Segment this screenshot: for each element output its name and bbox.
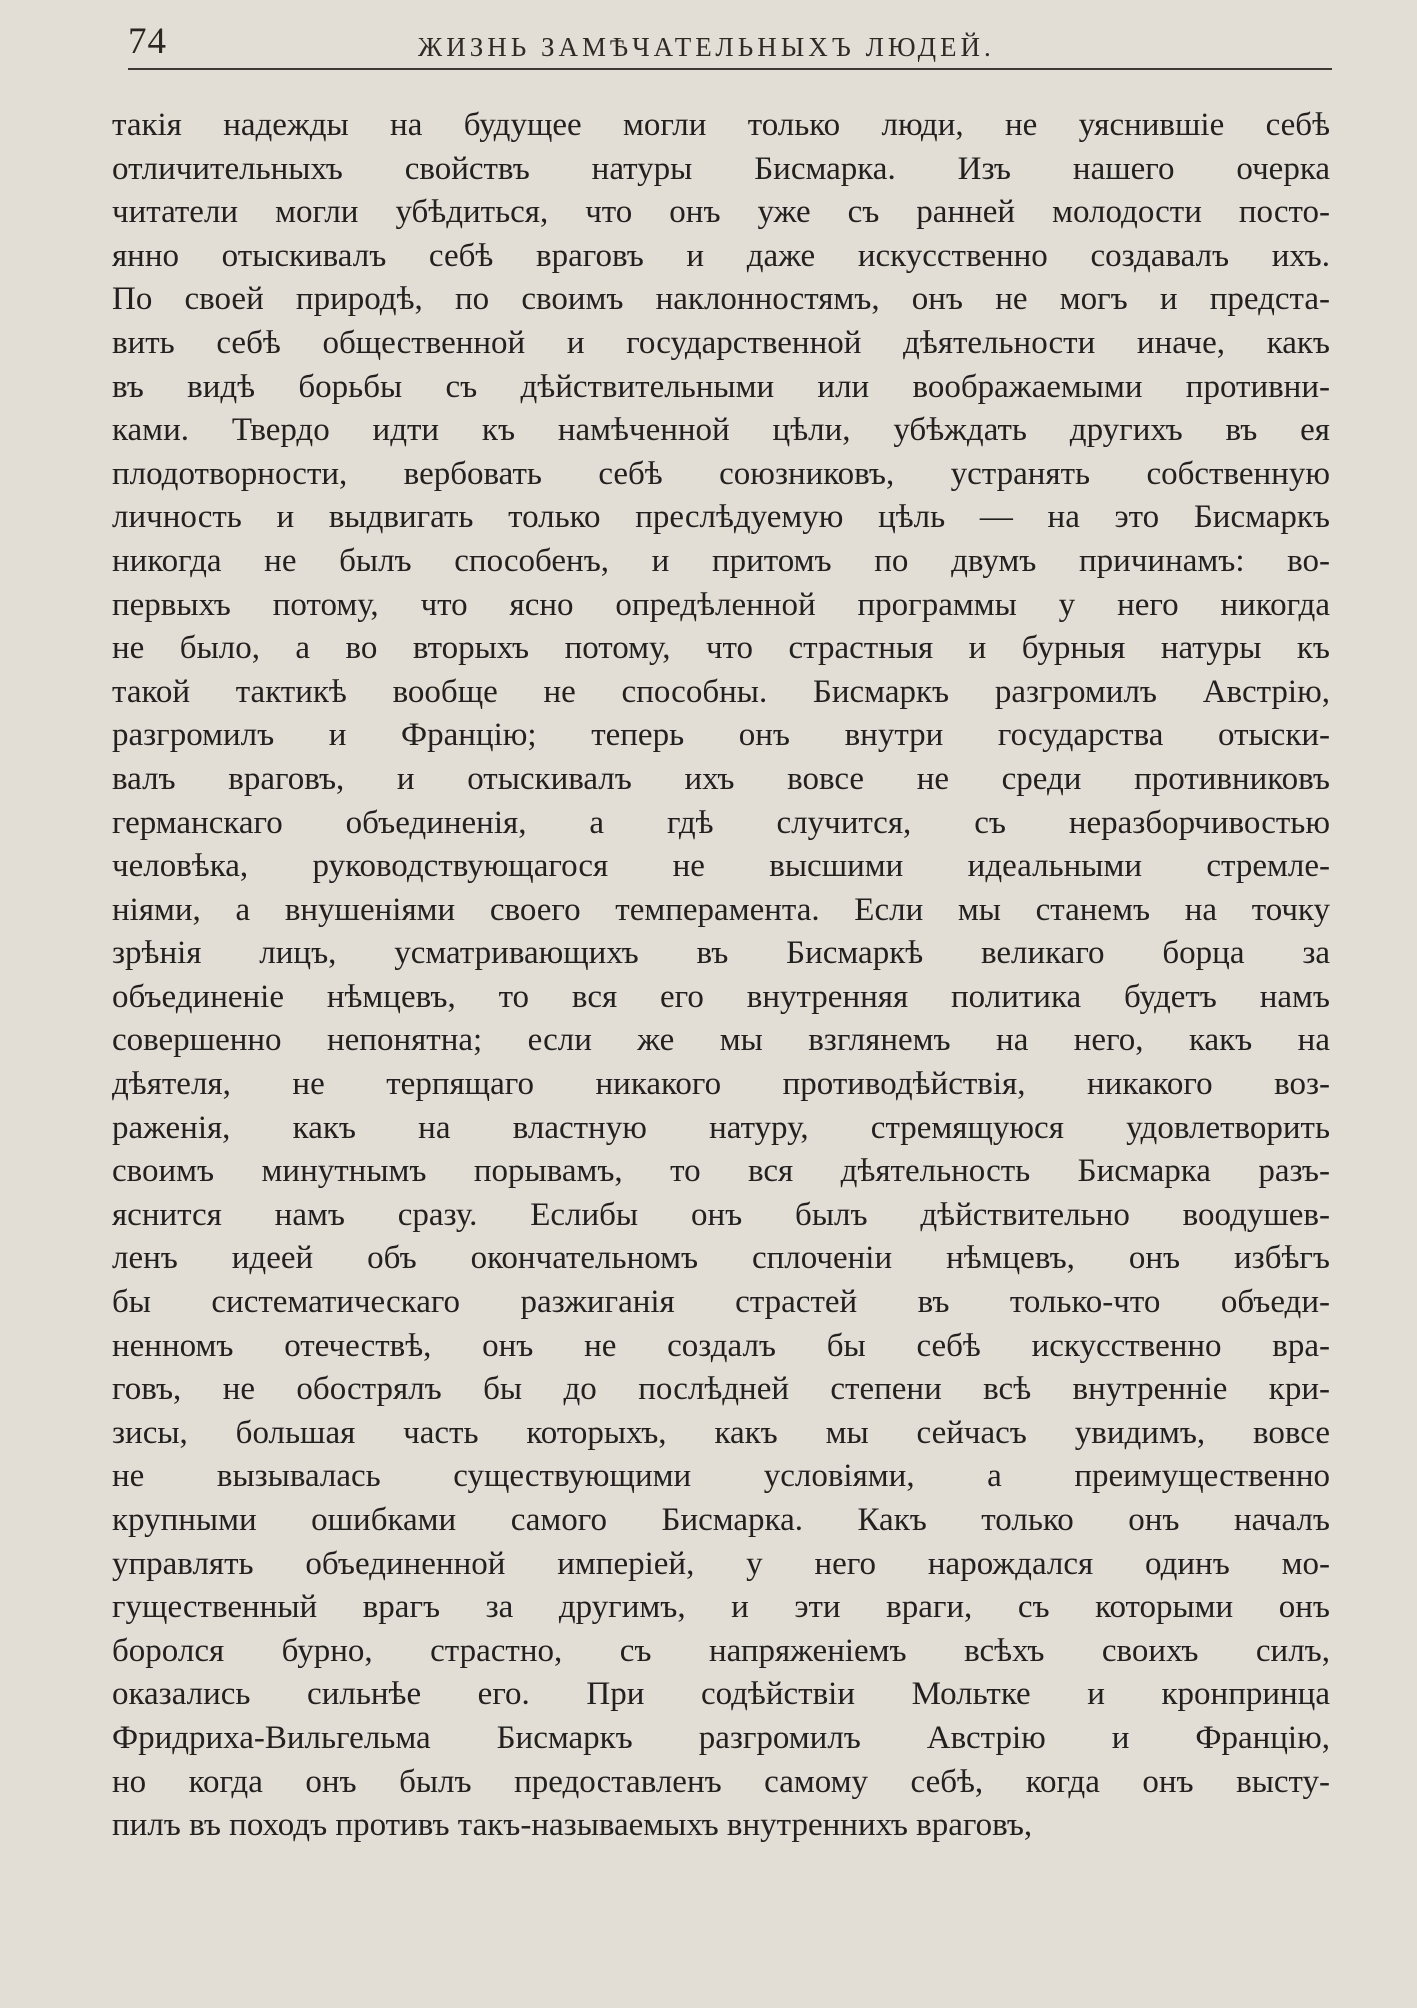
text-line: зисы, большая часть которыхъ, какъ мы сейчасъ увидимъ, вовсе: [112, 1414, 1330, 1451]
text-line: ніями, а внушеніями своего темперамента. Если мы станемъ на точку: [112, 891, 1330, 928]
body-text: [112, 104, 1330, 1848]
text-line: Фридриха-Вильгельма Бисмаркъ разгромилъ Австрію и Францію,: [112, 1719, 1330, 1756]
text-line: зрѣнія лицъ, усматривающихъ въ Бисмаркѣ великаго борца за: [112, 935, 1330, 972]
text-line: крупными ошибками самого Бисмарка. Какъ только онъ началъ: [112, 1502, 1330, 1538]
text-line: оказались сильнѣе его. При содѣйствіи Мольтке и кронпринца: [112, 1676, 1330, 1713]
text-line: не было, а во вторыхъ потому, что страстныя и бурныя натуры къ: [112, 630, 1330, 667]
text-line: своимъ минутнымъ порывамъ, то вся дѣятельность Бисмарка разъ-: [112, 1153, 1330, 1190]
text-line: ленъ идеей объ окончательномъ сплоченіи нѣмцевъ, онъ избѣгъ: [112, 1240, 1330, 1277]
text-line: По своей природѣ, по своимъ наклонностямъ, онъ не могъ и предста-: [112, 281, 1330, 318]
page-header: [128, 18, 1332, 70]
text-line: но когда онъ былъ предоставленъ самому себѣ, когда онъ высту-: [112, 1763, 1330, 1800]
text-line: такія надежды на будущее могли только люди, не уяснившіе себѣ: [112, 107, 1330, 143]
text-line: вить себѣ общественной и государственной дѣятельности иначе, какъ: [112, 324, 1330, 361]
text-line: отличительныхъ свойствъ натуры Бисмарка. Изъ нашего очерка: [112, 150, 1330, 187]
text-line: боролся бурно, страстно, съ напряженіемъ всѣхъ своихъ силъ,: [112, 1632, 1330, 1669]
text-line: совершенно непонятна; если же мы взглянемъ на него, какъ на: [112, 1022, 1330, 1059]
text-line: управлять объединенной имперіей, у него нарождался одинъ мо-: [112, 1545, 1330, 1582]
text-line: личность и выдвигать только преслѣдуемую цѣль — на это Бисмаркъ: [112, 499, 1330, 536]
running-title: ЖИЗНЬ ЗАМѢЧАТЕЛЬНЫХЪ ЛЮДЕЙ.: [418, 32, 995, 62]
text-line: ками. Твердо идти къ намѣченной цѣли, убѣждать другихъ въ ея: [112, 412, 1330, 449]
text-line: человѣка, руководствующагося не высшими идеальными стремле-: [112, 848, 1330, 885]
text-line: гущественный врагъ за другимъ, и эти враги, съ которыми онъ: [112, 1589, 1330, 1626]
text-line: дѣятеля, не терпящаго никакого противодѣйствія, никакого воз-: [112, 1066, 1330, 1103]
text-line: въ видѣ борьбы съ дѣйствительными или воображаемыми противни-: [112, 368, 1330, 405]
text-line: не вызывалась существующими условіями, а преимущественно: [112, 1458, 1330, 1495]
page-number: 74: [128, 21, 167, 62]
text-line: пилъ въ походъ противъ такъ-называемыхъ внутреннихъ враговъ,: [112, 1807, 1033, 1844]
text-line: плодотворности, вербовать себѣ союзниковъ, устранять собственную: [112, 455, 1330, 492]
text-line: первыхъ потому, что ясно опредѣленной программы у него никогда: [112, 586, 1330, 623]
text-line: валъ враговъ, и отыскивалъ ихъ вовсе не среди противниковъ: [112, 760, 1330, 797]
text-line: янно отыскивалъ себѣ враговъ и даже искусственно создавалъ ихъ.: [112, 237, 1330, 274]
text-line: разгромилъ и Францію; теперь онъ внутри государства отыски-: [112, 717, 1330, 754]
text-line: никогда не былъ способенъ, и притомъ по двумъ причинамъ: во-: [112, 542, 1330, 579]
text-line: бы систематическаго разжиганія страстей въ только-что объеди-: [112, 1284, 1330, 1321]
text-line: читатели могли убѣдиться, что онъ уже съ ранней молодости посто-: [112, 194, 1330, 231]
text-line: яснится намъ сразу. Еслибы онъ былъ дѣйствительно воодушев-: [112, 1196, 1330, 1233]
text-line: такой тактикѣ вообще не способны. Бисмаркъ разгромилъ Австрію,: [112, 673, 1330, 710]
text-line: раженія, какъ на властную натуру, стремящуюся удовлетворить: [112, 1109, 1330, 1146]
text-line: объединеніе нѣмцевъ, то вся его внутренняя политика будетъ намъ: [112, 978, 1330, 1015]
text-line: говъ, не обострялъ бы до послѣдней степени всѣ внутренніе кри-: [112, 1371, 1330, 1408]
text-line: германскаго объединенія, а гдѣ случится, съ неразборчивостью: [112, 804, 1330, 841]
text-line: ненномъ отечествѣ, онъ не создалъ бы себѣ искусственно вра-: [112, 1327, 1330, 1364]
